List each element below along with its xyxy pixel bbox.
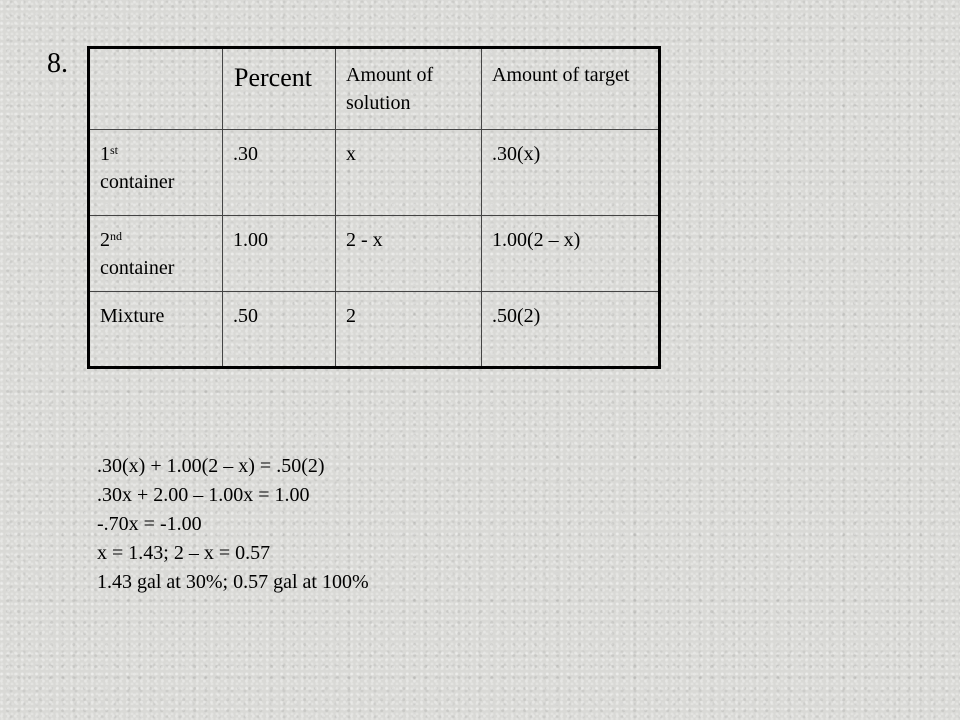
percent-cell: .50: [223, 292, 336, 368]
header-cell-empty: [89, 48, 223, 130]
mixture-table: [87, 46, 661, 369]
row-label: [100, 143, 118, 165]
table-header-row: [89, 48, 660, 130]
row-label-superscript: st: [110, 143, 119, 157]
row-label-cell: [89, 130, 223, 216]
table-row-mixture: [89, 292, 660, 368]
row-label-base: 1: [100, 143, 110, 165]
solution-work: [97, 452, 369, 597]
work-line: x = 1.43; 2 – x = 0.57: [97, 542, 271, 564]
header-cell-percent: Percent: [223, 48, 336, 130]
amount-cell: 2 - x: [336, 216, 482, 292]
row-label: Mixture: [100, 305, 165, 327]
work-line: 1.43 gal at 30%; 0.57 gal at 100%: [97, 571, 369, 593]
row-label-base: 2: [100, 229, 110, 251]
row-label-rest: container: [100, 171, 175, 193]
amount-cell: 2: [336, 292, 482, 368]
problem-number: 8.: [47, 48, 68, 79]
work-line: .30(x) + 1.00(2 – x) = .50(2): [97, 455, 325, 477]
percent-cell: .30: [223, 130, 336, 216]
target-cell: 1.00(2 – x): [482, 216, 660, 292]
header-cell-amount-of-solution: Amount of solution: [336, 48, 482, 130]
row-label-superscript: nd: [110, 229, 122, 243]
table-row-first-container: [89, 130, 660, 216]
row-label-cell: [89, 292, 223, 368]
header-cell-amount-of-target: Amount of target: [482, 48, 660, 130]
amount-cell: x: [336, 130, 482, 216]
row-label-rest: container: [100, 257, 175, 279]
percent-cell: 1.00: [223, 216, 336, 292]
target-cell: .30(x): [482, 130, 660, 216]
target-cell: .50(2): [482, 292, 660, 368]
work-line: .30x + 2.00 – 1.00x = 1.00: [97, 484, 310, 506]
work-line: -.70x = -1.00: [97, 513, 202, 535]
row-label: [100, 229, 122, 251]
row-label-cell: [89, 216, 223, 292]
table-row-second-container: [89, 216, 660, 292]
